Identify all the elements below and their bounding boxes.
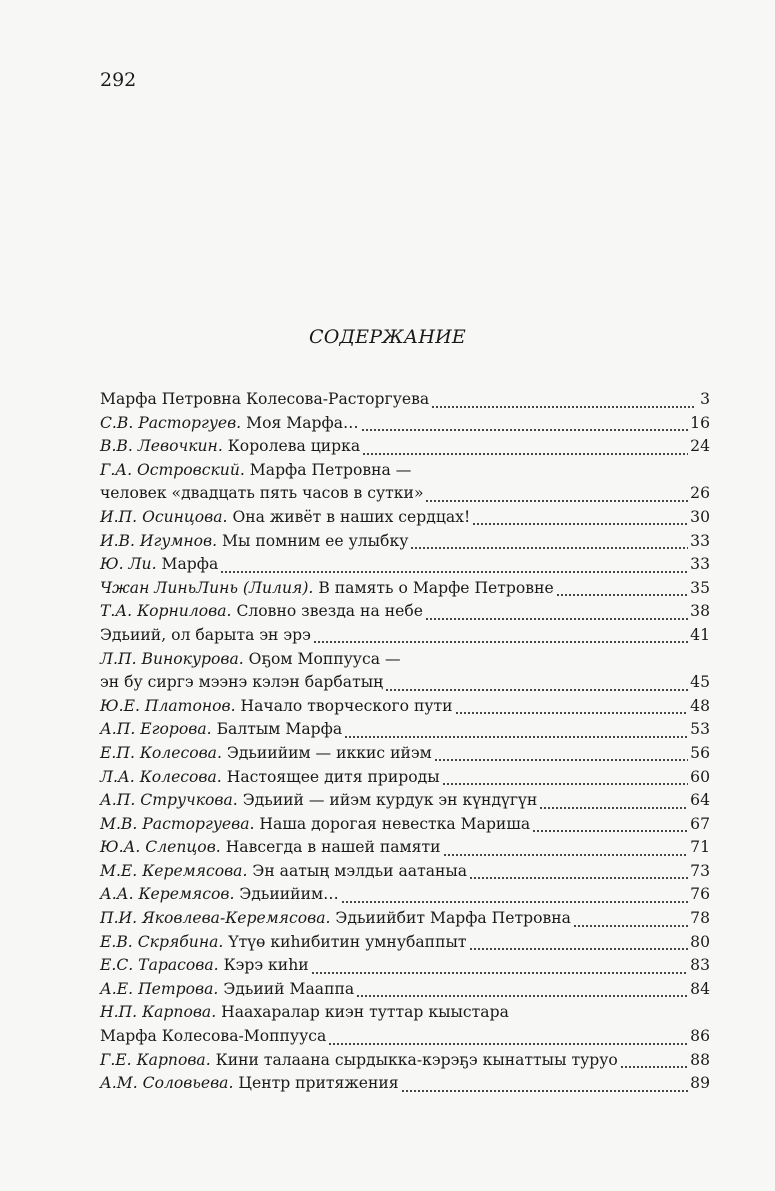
toc-entry-text-continued: эн бу сиргэ мээнэ кэлэн барбатың — [100, 673, 384, 692]
toc-entry-title — [100, 813, 530, 837]
toc-entry-title — [100, 766, 440, 790]
toc-entry-text: Эдьиийим — иккис ийэм — [221, 743, 432, 762]
toc-entry — [100, 931, 710, 955]
toc-entry-author: Л.А. Колесова. — [100, 767, 222, 786]
toc-entry-text: Кэрэ киһи — [218, 956, 309, 975]
dot-leader — [443, 836, 689, 860]
toc-entry-text: Центр притяжения — [233, 1074, 399, 1093]
toc-entry-line — [100, 412, 710, 436]
toc-entry-page: 76 — [690, 885, 710, 904]
toc-entry-page: 86 — [690, 1027, 710, 1046]
dot-leader — [469, 860, 688, 884]
dot-leader — [361, 412, 689, 436]
toc-entry-title — [100, 836, 441, 860]
toc-entry-page: 38 — [690, 602, 710, 621]
toc-entry-author: В.В. Левочкин. — [100, 437, 223, 456]
toc-entry — [100, 577, 710, 601]
page-number: 292 — [100, 69, 137, 91]
dot-leader — [344, 718, 688, 742]
dot-leader — [356, 978, 688, 1002]
toc-entry — [100, 742, 710, 766]
toc-entry — [100, 1001, 710, 1048]
toc-entry — [100, 907, 710, 931]
toc-entry-line — [100, 506, 710, 530]
toc-entry-line — [100, 459, 710, 483]
toc-entry — [100, 1072, 710, 1096]
toc-entry-title — [100, 931, 467, 955]
toc-entry-title — [100, 506, 470, 530]
dot-leader — [472, 506, 688, 530]
toc-entry — [100, 860, 710, 884]
toc-entry-title — [100, 1072, 399, 1096]
toc-entry-author: Л.П. Винокурова. — [100, 649, 244, 668]
toc-entry-title — [100, 718, 342, 742]
toc-entry-text: Кини талаана сырдыкка-кэрэҕэ кынаттыы туруо — [210, 1050, 618, 1069]
toc-entry-author: А.А. Керемясов. — [100, 885, 235, 904]
toc-entry-author: А.М. Соловьева. — [100, 1074, 234, 1093]
toc-entry-page: 26 — [690, 484, 710, 503]
dot-leader — [573, 907, 688, 931]
toc-entry — [100, 624, 710, 648]
toc-entry-page: 33 — [690, 531, 710, 550]
toc-entry-text: Она живёт в наших сердцах! — [227, 507, 471, 526]
toc-entry — [100, 695, 710, 719]
toc-entry-author: И.П. Осинцова. — [100, 507, 228, 526]
toc-entry-line — [100, 671, 710, 695]
toc-entry-page: 35 — [690, 578, 710, 597]
dot-leader — [556, 577, 688, 601]
dot-leader — [362, 435, 688, 459]
toc-entry-page: 3 — [700, 390, 710, 408]
toc-entry-line — [100, 789, 710, 813]
toc-entry — [100, 954, 710, 978]
toc-entry-page: 60 — [690, 767, 710, 786]
toc-entry — [100, 883, 710, 907]
toc-entry-text: Марфа Петровна Колесова-Расторгуева — [100, 390, 430, 408]
toc-entry-author: Ю. Ли. — [100, 555, 157, 574]
toc-entry-author: Ю.Е. Платонов. — [100, 696, 236, 715]
dot-leader — [341, 883, 688, 907]
toc-entry-line — [100, 836, 710, 860]
toc-entry-author: Е.С. Тарасова. — [100, 956, 219, 975]
toc-entry-title — [100, 860, 467, 884]
toc-entry-author: С.В. Расторгуев. — [100, 413, 242, 432]
toc-entry-line — [100, 1072, 710, 1096]
toc-entry-line — [100, 718, 710, 742]
dot-leader — [425, 482, 688, 506]
toc-entry — [100, 506, 710, 530]
toc-entry-page: 80 — [690, 932, 710, 951]
toc-entry-text: В память о Марфе Петровне — [313, 578, 554, 597]
toc-entry-text-continued: Марфа Колесова-Моппууса — [100, 1027, 327, 1046]
toc-entry-line — [100, 435, 710, 459]
toc-entry-page: 84 — [690, 979, 710, 998]
toc-entry-page: 41 — [690, 625, 710, 644]
toc-entry — [100, 648, 710, 695]
toc-entry-text: Начало творческого пути — [235, 696, 453, 715]
toc-entry-text: Балтым Марфа — [211, 720, 343, 739]
page-title: СОДЕРЖАНИЕ — [309, 326, 466, 348]
toc-entry-text: Марфа — [156, 555, 219, 574]
toc-entry-text: Марфа Петровна — — [244, 460, 412, 479]
toc-entry-line — [100, 766, 710, 790]
toc-entry-title — [100, 1001, 509, 1025]
toc-entry-author: Н.П. Карпова. — [100, 1003, 217, 1022]
toc-entry — [100, 530, 710, 554]
toc-entry-text: Үтүө киһибитин умнубаппыт — [223, 932, 467, 951]
toc-entry-line — [100, 907, 710, 931]
toc-entry-page: 71 — [690, 838, 710, 857]
toc-entry-title — [100, 435, 360, 459]
toc-entry-page: 16 — [690, 413, 710, 432]
toc-entry-text: Мы помним ее улыбку — [217, 531, 409, 550]
toc-entry-line — [100, 577, 710, 601]
toc-entry-author: Т.А. Корнилова. — [100, 602, 232, 621]
toc-entry — [100, 718, 710, 742]
toc-entry-title — [100, 954, 309, 978]
dot-leader — [311, 954, 689, 978]
toc-entry-title — [100, 577, 554, 601]
toc-entry-line — [100, 553, 710, 577]
toc-entry-author: М.Е. Керемясова. — [100, 861, 248, 880]
table-of-contents — [100, 388, 710, 1096]
dot-leader — [620, 1049, 688, 1073]
toc-entry-line — [100, 530, 710, 554]
toc-entry-author: Чжан ЛиньЛинь (Лилия). — [100, 578, 314, 597]
toc-entry-author: А.Е. Петрова. — [100, 979, 219, 998]
toc-entry-line — [100, 1025, 710, 1049]
toc-entry-page: 45 — [690, 673, 710, 692]
toc-entry-page: 24 — [690, 437, 710, 456]
toc-entry-text: Эдьиийим… — [234, 885, 339, 904]
dot-leader — [425, 600, 688, 624]
toc-entry — [100, 836, 710, 860]
dot-leader — [434, 742, 688, 766]
toc-entry — [100, 978, 710, 1002]
toc-entry-text-continued: человек «двадцать пять часов в сутки» — [100, 484, 424, 503]
dot-leader — [469, 931, 689, 955]
dot-leader — [313, 624, 688, 648]
toc-entry — [100, 435, 710, 459]
toc-entry — [100, 600, 710, 624]
toc-entry-text: Настоящее дитя природы — [221, 767, 440, 786]
toc-entry-line — [100, 482, 710, 506]
toc-entry-title — [100, 388, 429, 412]
toc-entry-author: П.И. Яковлева-Керемясова. — [100, 909, 331, 928]
toc-entry-page: 78 — [690, 909, 710, 928]
toc-entry-page: 53 — [690, 720, 710, 739]
dot-leader — [431, 388, 694, 412]
toc-entry-text: Эдьиий — ийэм курдук эн күндүгүн — [237, 791, 538, 810]
toc-entry-author: И.В. Игумнов. — [100, 531, 218, 550]
dot-leader — [532, 813, 688, 837]
toc-entry-page: 83 — [690, 956, 710, 975]
toc-entry-line — [100, 600, 710, 624]
toc-entry-title — [100, 907, 571, 931]
toc-entry-author: А.П. Стручкова. — [100, 791, 238, 810]
toc-entry-title — [100, 600, 423, 624]
dot-leader — [401, 1072, 689, 1096]
toc-entry-author: Е.П. Колесова. — [100, 743, 222, 762]
toc-entry-text: Словно звезда на небе — [231, 602, 423, 621]
toc-entry — [100, 813, 710, 837]
toc-entry-title — [100, 789, 537, 813]
toc-entry-page: 30 — [690, 507, 710, 526]
toc-entry-text: Эдьиий Мааппа — [218, 979, 355, 998]
toc-entry-line — [100, 695, 710, 719]
toc-entry-text: Навсегда в нашей памяти — [220, 838, 441, 857]
toc-entry-page: 48 — [690, 696, 710, 715]
toc-entry-line — [100, 978, 710, 1002]
toc-entry-title — [100, 883, 339, 907]
dot-leader — [220, 553, 688, 577]
toc-entry-line — [100, 883, 710, 907]
toc-entry-author: М.В. Расторгуева. — [100, 814, 255, 833]
toc-entry-title — [100, 459, 411, 483]
toc-entry-line — [100, 742, 710, 766]
toc-entry-text: Оҕом Моппууса — — [243, 649, 401, 668]
toc-entry-page: 64 — [690, 791, 710, 810]
toc-entry-text: Наша дорогая невестка Мариша — [254, 814, 531, 833]
dot-leader — [442, 766, 688, 790]
toc-entry-title — [100, 695, 453, 719]
toc-entry-line — [100, 1049, 710, 1073]
toc-entry-title — [100, 530, 408, 554]
toc-entry-author: Г.А. Островский. — [100, 460, 245, 479]
toc-entry-title — [100, 1049, 618, 1073]
toc-entry — [100, 412, 710, 436]
toc-entry — [100, 789, 710, 813]
dot-leader — [385, 671, 688, 695]
toc-entry-title — [100, 624, 311, 648]
toc-entry-title — [100, 553, 218, 577]
dot-leader — [455, 695, 689, 719]
toc-entry-page: 33 — [690, 555, 710, 574]
toc-entry-author: Е.В. Скрябина. — [100, 932, 224, 951]
toc-entry-text: Эдьиий, ол барыта эн эрэ — [100, 625, 311, 644]
toc-entry-text: Эдьиийбит Марфа Петровна — [330, 909, 571, 928]
toc-entry-title — [100, 742, 432, 766]
toc-entry-author: А.П. Егорова. — [100, 720, 212, 739]
toc-entry-line — [100, 648, 710, 672]
toc-entry — [100, 388, 710, 412]
toc-entry-page: 88 — [690, 1050, 710, 1069]
toc-entry-text: Моя Марфа… — [241, 413, 359, 432]
toc-entry-line — [100, 954, 710, 978]
toc-entry-page: 73 — [690, 861, 710, 880]
toc-entry-text: Эн аатың мэлдьи аатаныа — [247, 861, 468, 880]
toc-entry-line — [100, 813, 710, 837]
toc-entry — [100, 766, 710, 790]
toc-entry-line — [100, 624, 710, 648]
toc-entry-line — [100, 1001, 710, 1025]
toc-entry-page: 89 — [690, 1074, 710, 1093]
toc-entry-line — [100, 388, 710, 412]
toc-entry-author: Г.Е. Карпова. — [100, 1050, 211, 1069]
toc-entry-author: Ю.А. Слепцов. — [100, 838, 221, 857]
toc-entry-title — [100, 412, 359, 436]
toc-entry-title — [100, 978, 354, 1002]
toc-entry-page: 67 — [690, 814, 710, 833]
toc-entry — [100, 1049, 710, 1073]
toc-entry-line — [100, 860, 710, 884]
toc-entry-text: Королева цирка — [222, 437, 361, 456]
toc-entry-text: Наахаралар киэн туттар кыыстара — [216, 1003, 509, 1022]
dot-leader — [539, 789, 688, 813]
dot-leader — [410, 530, 688, 554]
toc-entry — [100, 459, 710, 506]
toc-entry — [100, 553, 710, 577]
toc-entry-title — [100, 648, 401, 672]
toc-entry-line — [100, 931, 710, 955]
toc-entry-page: 56 — [690, 743, 710, 762]
dot-leader — [328, 1025, 688, 1049]
